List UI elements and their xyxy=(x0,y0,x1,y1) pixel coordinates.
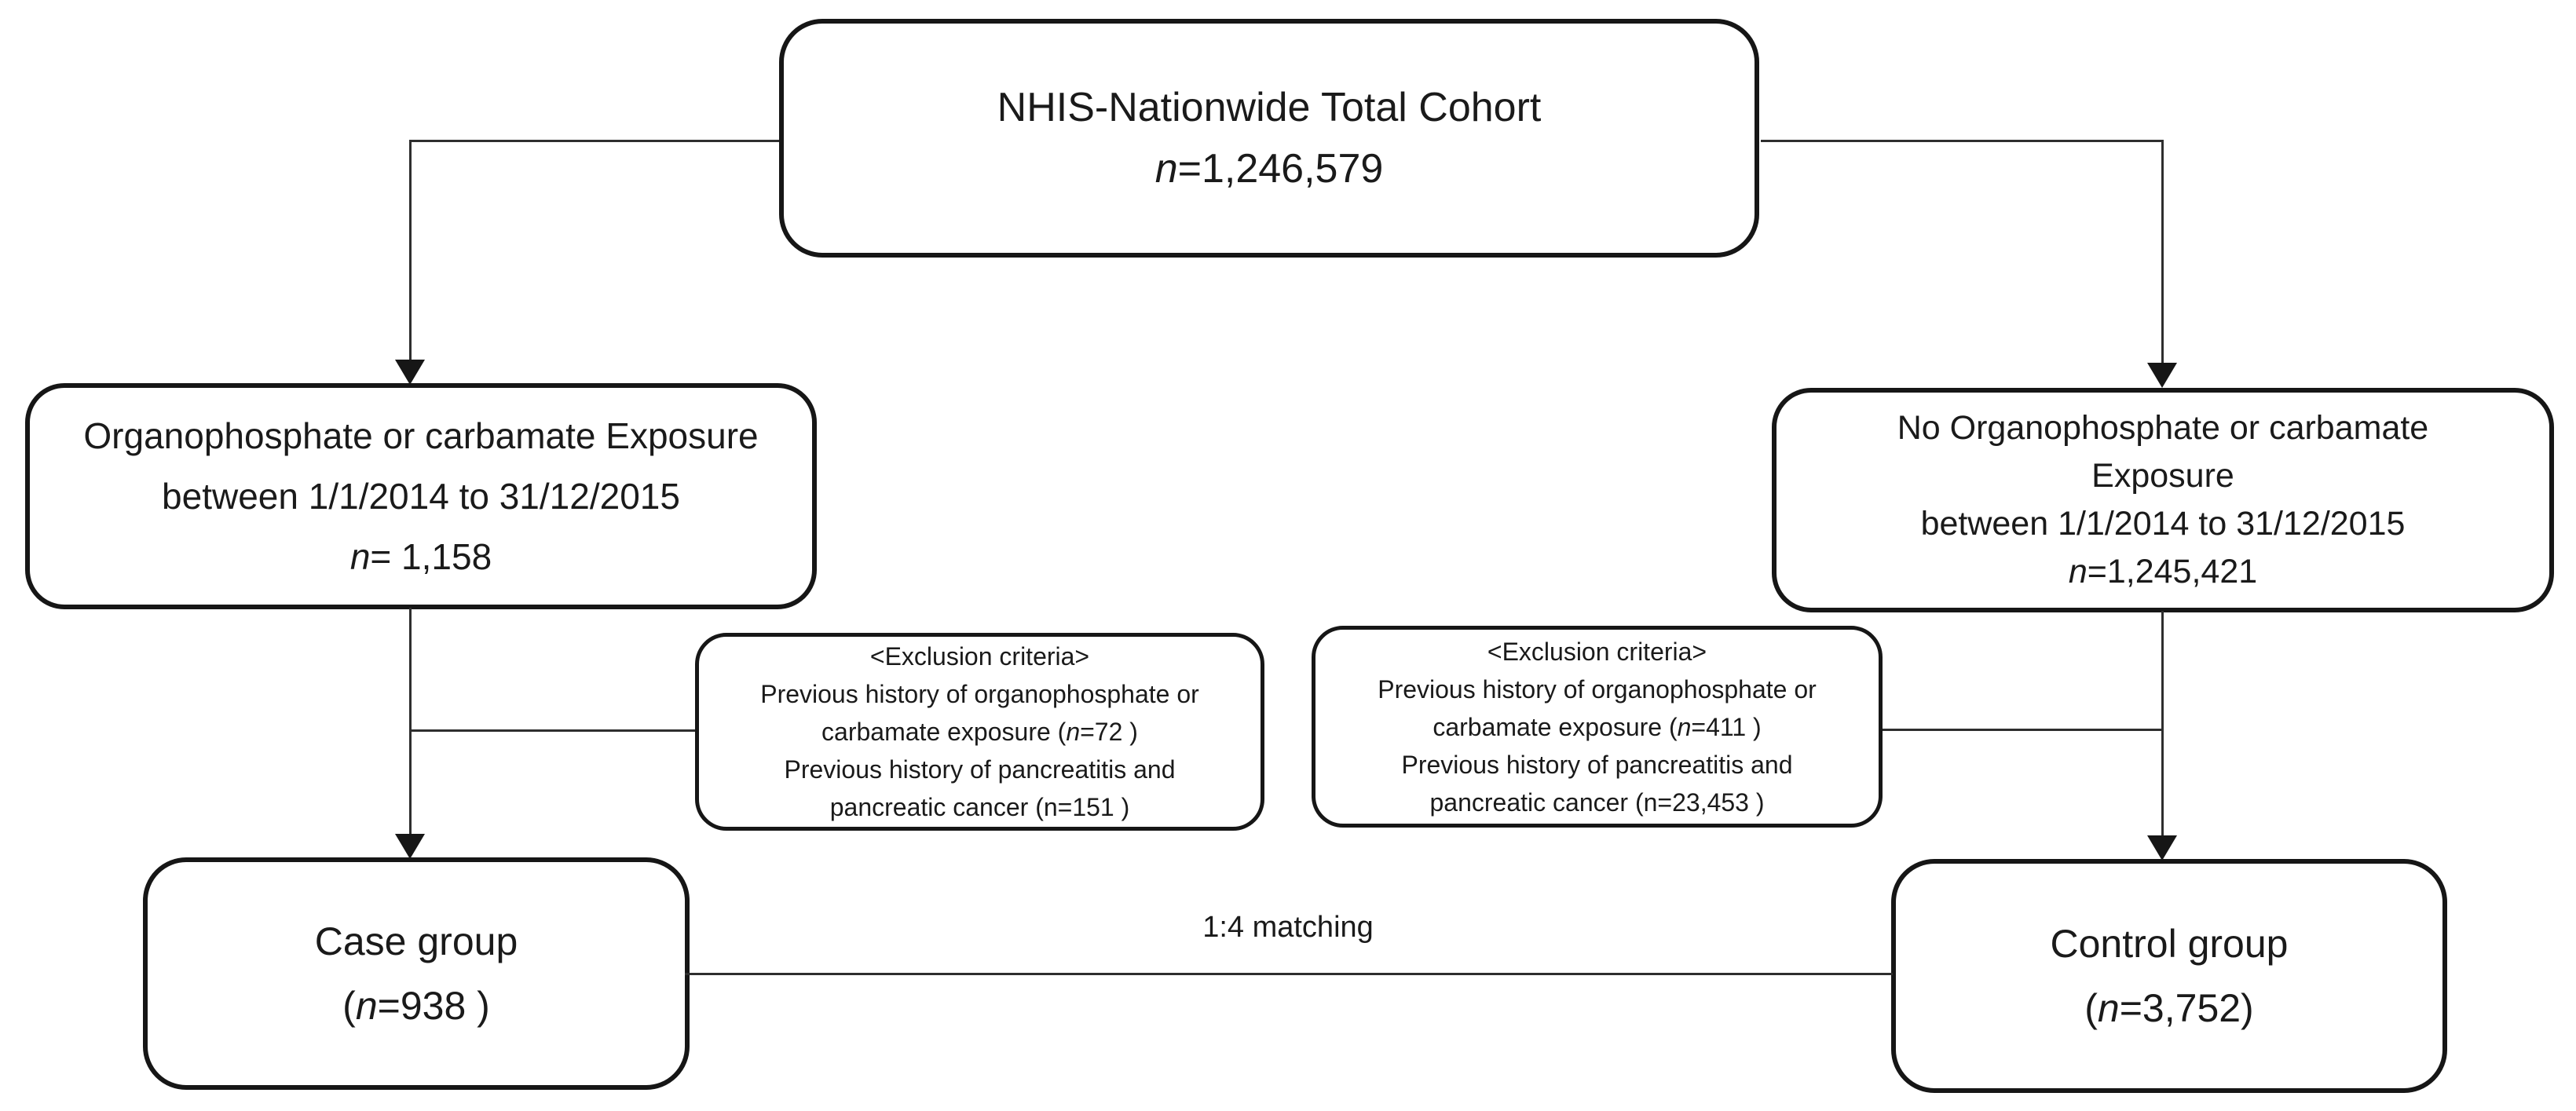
exposure-line1: Organophosphate or carbamate Exposure xyxy=(83,415,759,456)
n-symbol: n xyxy=(355,984,378,1028)
node-no-exposure-group xyxy=(1772,388,2554,612)
connector-total-to-no-exposure-vertical xyxy=(2161,140,2164,364)
case-group-title: Case group xyxy=(314,919,518,963)
arrowhead-into-exposure-icon xyxy=(395,360,425,385)
n-symbol: n xyxy=(1677,712,1692,741)
exclusion-left-line3 xyxy=(821,713,1138,751)
node-exclusion-criteria-right xyxy=(1312,626,1883,828)
node-case-group xyxy=(143,857,690,1090)
node-control-group xyxy=(1891,859,2447,1093)
n-symbol: n xyxy=(1066,718,1081,746)
matching-ratio-label: 1:4 matching xyxy=(1202,911,1374,944)
exclusion-right-header: <Exclusion criteria> xyxy=(1487,637,1707,666)
n-value: = 1,158 xyxy=(370,535,492,577)
no-exposure-line2: Exposure xyxy=(2091,457,2234,495)
case-group-count xyxy=(342,974,490,1038)
connector-total-to-no-exposure-horizontal xyxy=(1761,140,2162,142)
exclusion-left-header: <Exclusion criteria> xyxy=(869,642,1090,671)
control-group-title: Control group xyxy=(2050,922,2289,966)
n-symbol: n xyxy=(1154,146,1178,192)
paren: ( xyxy=(342,984,356,1028)
n-value: =3,752) xyxy=(2119,986,2254,1030)
connector-case-to-control-matching xyxy=(685,973,1893,975)
no-exposure-line1: No Organophosphate or carbamate xyxy=(1897,409,2429,447)
arrowhead-into-case-icon xyxy=(395,834,425,859)
text-segment: carbamate exposure ( xyxy=(1433,712,1678,741)
n-value: =72 ) xyxy=(1080,718,1138,746)
n-value: =411 ) xyxy=(1691,712,1762,741)
exclusion-left-line5: pancreatic cancer (n=151 ) xyxy=(829,793,1130,821)
no-exposure-line3: between 1/1/2014 to 31/12/2015 xyxy=(1920,505,2406,543)
arrowhead-into-control-icon xyxy=(2147,835,2177,861)
exclusion-right-line4: Previous history of pancreatitis and xyxy=(1401,750,1793,779)
exposure-count xyxy=(350,527,492,587)
connector-branch-to-exclusion-left xyxy=(410,729,695,732)
text-segment: carbamate exposure ( xyxy=(821,718,1067,746)
connector-branch-to-exclusion-right xyxy=(1883,729,2162,731)
n-value: =1,246,579 xyxy=(1177,146,1384,192)
exclusion-right-line5: pancreatic cancer (n=23,453 ) xyxy=(1429,788,1765,817)
n-symbol: n xyxy=(349,535,371,577)
total-cohort-title: NHIS-Nationwide Total Cohort xyxy=(997,85,1542,130)
control-group-count xyxy=(2084,976,2253,1040)
node-total-cohort xyxy=(779,19,1759,258)
n-value: =938 ) xyxy=(377,984,490,1028)
arrowhead-into-no-exposure-icon xyxy=(2147,363,2177,388)
connector-total-to-exposure-horizontal xyxy=(410,140,779,142)
n-symbol: n xyxy=(2097,986,2120,1030)
exposure-line2: between 1/1/2014 to 31/12/2015 xyxy=(162,475,680,517)
no-exposure-count xyxy=(2069,548,2257,596)
node-exclusion-criteria-left xyxy=(695,633,1264,831)
exclusion-left-line2: Previous history of organophosphate or xyxy=(760,680,1199,708)
connector-total-to-exposure-vertical xyxy=(409,140,412,361)
exclusion-right-line2: Previous history of organophosphate or xyxy=(1378,674,1817,704)
exclusion-right-line3 xyxy=(1433,708,1761,746)
n-value: =1,245,421 xyxy=(2087,553,2258,590)
connector-exposure-to-case-vertical xyxy=(409,608,412,837)
node-exposure-group xyxy=(25,383,817,609)
connector-no-exposure-to-control-vertical xyxy=(2161,611,2164,837)
exclusion-left-line4: Previous history of pancreatitis and xyxy=(784,755,1176,784)
n-symbol: n xyxy=(2068,553,2088,590)
paren: ( xyxy=(2084,986,2098,1030)
total-cohort-count xyxy=(1155,138,1384,199)
